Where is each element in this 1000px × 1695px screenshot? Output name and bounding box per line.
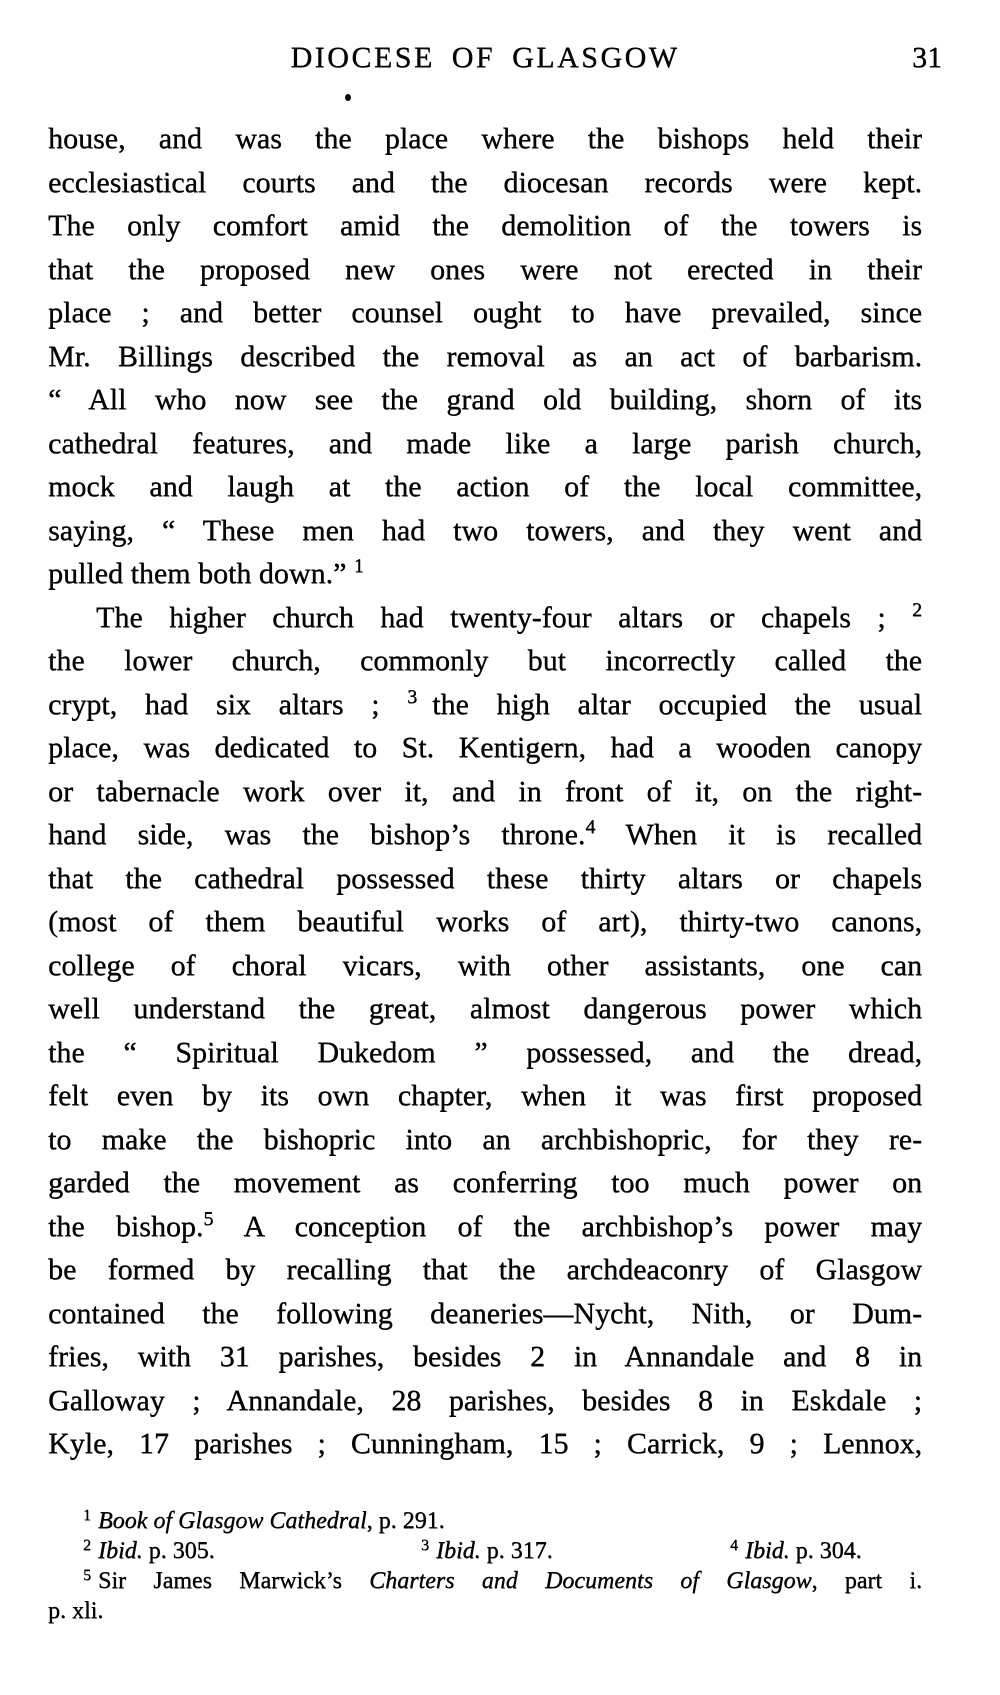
footnote-line — [48, 1566, 922, 1596]
text-run: the “ Spiritual Dukedom ” possessed, and the dread, — [48, 1035, 922, 1069]
page-body-text — [48, 117, 922, 1466]
text-line — [48, 1118, 922, 1162]
italic-title: Ibid. — [436, 1538, 481, 1564]
page-number: 31 — [912, 41, 942, 74]
footnote-ref: 4 — [585, 816, 596, 838]
text-line — [48, 900, 922, 944]
text-run: garded the movement as conferring too much power on — [48, 1166, 922, 1199]
footnote-item — [83, 1536, 215, 1566]
text-line — [48, 204, 922, 248]
footnote-ref: 1 — [353, 555, 364, 577]
text-line — [48, 248, 922, 292]
text-line — [48, 509, 922, 553]
footnote-ref: 3 — [407, 685, 418, 708]
text-run: to make the bishopric into an archbishopric, for they re- — [48, 1122, 922, 1156]
text-line — [48, 683, 922, 727]
footnote-line — [48, 1536, 922, 1566]
text-run: saying, “ These men had two towers, and they went and — [48, 513, 922, 547]
footnote-ref: 1 — [83, 1507, 91, 1524]
text-run: pulled them both down.” — [48, 557, 354, 590]
text-line — [48, 378, 922, 422]
text-run: A conception of the archbishop’s power may — [213, 1209, 922, 1243]
text-line — [48, 1422, 922, 1466]
footnote-ref: 2 — [83, 1537, 91, 1554]
italic-title: Ibid. — [745, 1538, 790, 1564]
text-line — [48, 161, 922, 205]
text-run: well understand the great, almost dangerous power which — [48, 992, 922, 1025]
text-line — [48, 857, 922, 901]
text-line — [48, 639, 922, 683]
text-line — [48, 1031, 922, 1075]
text-run: the high altar occupied the usual — [417, 687, 922, 721]
text-run: that the proposed new ones were not erected in their — [48, 252, 922, 286]
text-run: fries, with 31 parishes, besides 2 in Annandale and 8 in — [48, 1340, 922, 1373]
text-line — [48, 335, 922, 379]
text-line — [48, 1379, 922, 1423]
italic-title: Book of Glasgow Cathedral — [98, 1508, 367, 1534]
footnote-item — [730, 1536, 862, 1566]
text-run: the bishop. — [48, 1209, 204, 1243]
text-run: be formed by recalling that the archdeaconry of Glasgow — [48, 1253, 922, 1286]
text-run: house, and was the place where the bishops held their — [48, 122, 922, 155]
text-run: The higher church had twenty-four altars or chapels ; — [96, 600, 912, 634]
footnote-line — [48, 1506, 922, 1536]
text-line — [48, 422, 922, 466]
text-line — [48, 117, 922, 161]
text-run: place ; and better counsel ought to have prevailed, since — [48, 296, 922, 329]
scan-ink-dot-artifact — [345, 94, 351, 101]
text-line — [48, 1248, 922, 1292]
paragraph — [48, 596, 922, 1466]
text-run: crypt, had six altars ; — [48, 687, 408, 721]
text-line — [48, 1205, 922, 1249]
text-line — [48, 813, 922, 857]
text-run: the lower church, commonly but incorrectly called the — [48, 644, 922, 677]
text-run: p. 304. — [789, 1538, 862, 1564]
footnote-item — [421, 1536, 553, 1566]
text-run: The only comfort amid the demolition of the towers is — [48, 209, 922, 242]
text-run: felt even by its own chapter, when it was first proposed — [48, 1079, 922, 1112]
text-run: Mr. Billings described the removal as an act of barbarism. — [48, 339, 922, 373]
footnote-ref: 5 — [83, 1567, 91, 1584]
footnotes-block — [48, 1506, 922, 1626]
text-run: (most of them beautiful works of art), thirty-two canons, — [48, 905, 922, 938]
text-run: contained the following deaneries—Nycht, Nith, or Dum- — [48, 1296, 922, 1330]
text-line — [48, 1335, 922, 1379]
footnote-ref: 2 — [912, 598, 922, 621]
footnote-ref: 5 — [203, 1207, 214, 1230]
text-line — [48, 770, 922, 814]
italic-title: Charters and Documents of Glasgow — [369, 1568, 812, 1594]
footnote-line — [48, 1596, 922, 1626]
text-run: p. xli. — [48, 1598, 104, 1624]
text-run: p. 305. — [142, 1538, 215, 1564]
text-line — [48, 1161, 922, 1205]
text-line — [48, 987, 922, 1031]
text-run: or tabernacle work over it, and in front of it, on the right- — [48, 774, 922, 808]
text-run: When it is recalled — [595, 818, 922, 851]
text-run: Kyle, 17 parishes ; Cunningham, 15 ; Carrick, 9 ; Lennox, — [48, 1427, 922, 1460]
italic-title: Ibid. — [98, 1538, 143, 1564]
text-line — [48, 1292, 922, 1336]
text-run: hand side, was the bishop’s throne. — [48, 818, 586, 851]
text-line — [48, 465, 922, 509]
text-run: Sir James Marwick’s — [98, 1568, 370, 1594]
text-line — [48, 1074, 922, 1118]
text-run: that the cathedral possessed these thirty altars or chapels — [48, 861, 922, 895]
text-line — [48, 596, 922, 640]
text-run: cathedral features, and made like a large parish church, — [48, 426, 922, 460]
text-run: , part i. — [811, 1568, 922, 1594]
text-run: , p. 291. — [366, 1508, 445, 1534]
running-title: DIOCESE OF GLASGOW — [290, 41, 680, 74]
text-run: “ All who now see the grand old building, shorn of its — [48, 383, 922, 416]
text-line — [48, 291, 922, 335]
text-run: mock and laugh at the action of the local committee, — [48, 470, 922, 503]
text-run: Galloway ; Annandale, 28 parishes, besides 8 in Eskdale ; — [48, 1383, 922, 1417]
text-line — [48, 726, 922, 770]
text-run: college of choral vicars, with other assistants, one can — [48, 948, 922, 982]
text-run: p. 317. — [480, 1538, 553, 1564]
footnote-ref: 3 — [421, 1537, 429, 1554]
text-line — [48, 552, 922, 596]
footnote-ref: 4 — [730, 1537, 738, 1554]
paragraph — [48, 117, 922, 596]
text-line — [48, 944, 922, 988]
text-run: place, was dedicated to St. Kentigern, had a wooden canopy — [48, 731, 922, 764]
text-run: ecclesiastical courts and the diocesan records were kept. — [48, 165, 922, 199]
